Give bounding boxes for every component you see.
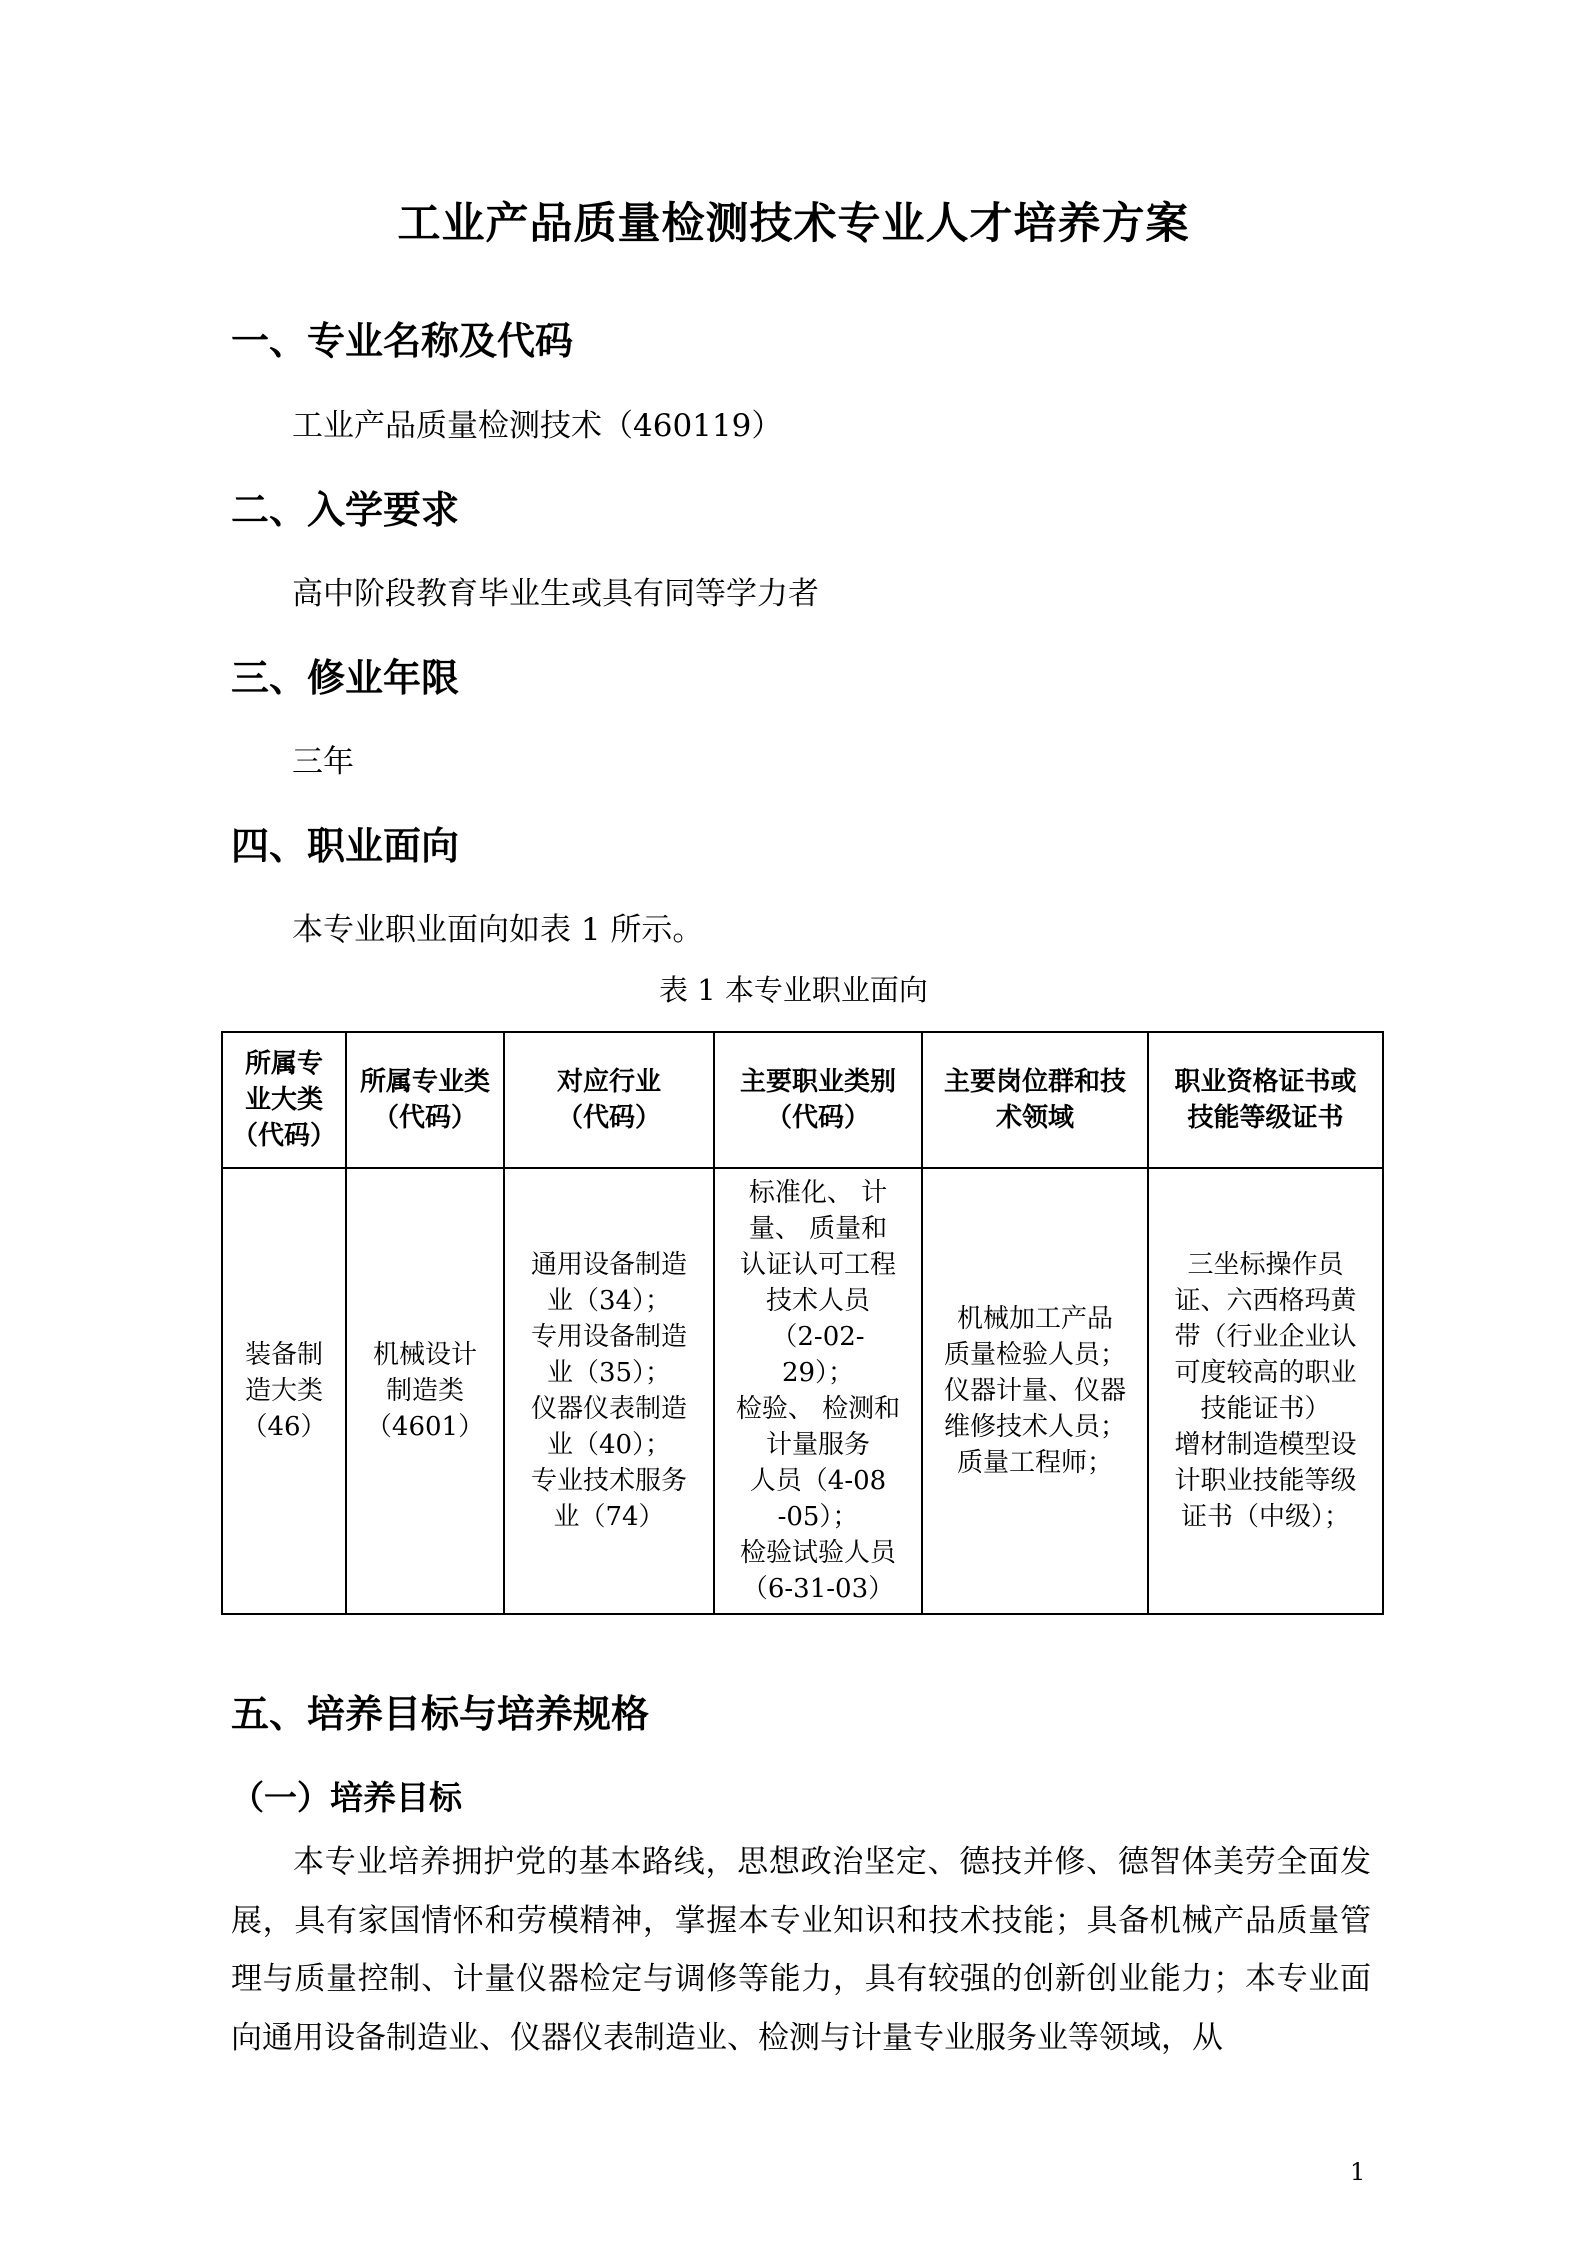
- header-cell: 主要职业类别 （代码）: [714, 1032, 922, 1168]
- section-heading-duration: 三、修业年限: [231, 656, 460, 700]
- section-body-career: 本专业职业面向如表 1 所示。: [292, 912, 704, 948]
- header-cell: 所属专业类 （代码）: [346, 1032, 504, 1168]
- table-caption: 表 1 本专业职业面向: [659, 973, 928, 1007]
- header-cell: 主要岗位群和技 术领域: [922, 1032, 1148, 1168]
- section-body-admission: 高中阶段教育毕业生或具有同等学力者: [292, 576, 819, 612]
- section-heading-goals: 五、培养目标与培养规格: [231, 1692, 650, 1736]
- header-cell: 职业资格证书或 技能等级证书: [1148, 1032, 1383, 1168]
- table-cell: 三坐标操作员 证、六西格玛黄 带（行业企业认 可度较高的职业 技能证书） 增材制造模型设 计职业技能等级 证书（中级）；: [1148, 1168, 1383, 1614]
- section-body-name-code: 工业产品质量检测技术（460119）: [292, 408, 783, 444]
- section-body-duration: 三年: [292, 744, 354, 780]
- document-title: 工业产品质量检测技术专业人才培养方案: [397, 199, 1190, 249]
- table-cell: 通用设备制造 业（34）； 专用设备制造 业（35）； 仪器仪表制造 业（40）； 专业技术服务 业（74）: [504, 1168, 714, 1614]
- header-cell: 所属专 业大类 （代码）: [222, 1032, 346, 1168]
- section-heading-name-code: 一、专业名称及代码: [231, 319, 574, 363]
- header-cell: 对应行业 （代码）: [504, 1032, 714, 1168]
- goal-paragraph: 本专业培养拥护党的基本路线，思想政治坚定、德技并修、德智体美劳全面发展，具有家国情怀和劳模精神，掌握本专业知识和技术技能；具备机械产品质量管理与质量控制、计量仪器检定与调修等能力，具有较强的创新创业能力；本专业面向通用设备制造业、仪器仪表制造业、检测与计量专业服务业等领域，从: [231, 1844, 1371, 2056]
- section-heading-admission: 二、入学要求: [231, 488, 460, 532]
- table-row: [222, 1168, 1383, 1614]
- table-cell: 标准化、 计 量、 质量和 认证认可工程 技术人员 （2-02- 29）； 检验、 检测和 计量服务 人员（4-08 -05）； 检验试验人员 （6-31-03）: [714, 1168, 922, 1614]
- table-cell: 机械设计 制造类 （4601）: [346, 1168, 504, 1614]
- subsection-heading-goal: （一）培养目标: [231, 1778, 462, 1817]
- career-table: [221, 1031, 1384, 1615]
- section-heading-career: 四、职业面向: [231, 824, 460, 868]
- table-header-row: [222, 1032, 1383, 1168]
- table-cell: 装备制 造大类 （46）: [222, 1168, 346, 1614]
- page-number: 1: [1350, 2158, 1366, 2186]
- table-cell: 机械加工产品 质量检验人员； 仪器计量、仪器 维修技术人员； 质量工程师；: [922, 1168, 1148, 1614]
